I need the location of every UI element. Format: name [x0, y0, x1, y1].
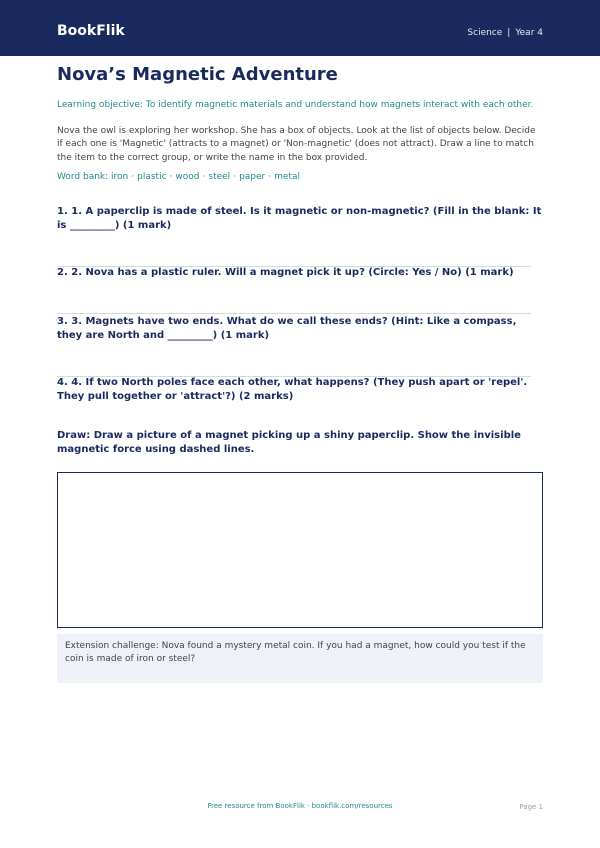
page-number: Page 1: [519, 803, 543, 811]
word-bank-word: iron: [111, 172, 129, 182]
question-4: 4. 4. If two North poles face each other, what happens? (They push apart or 'repel'. They pull together or 'attract'?) (2 marks): [57, 377, 528, 402]
learning-objective: Learning objective: To identify magnetic materials and understand how magnets interact with each other.: [57, 100, 534, 110]
page-title: Nova’s Magnetic Adventure: [57, 64, 338, 85]
meta-separator: |: [507, 28, 511, 38]
draw-prompt: Draw: Draw a picture of a magnet picking up a shiny paperclip. Show the invisible magnetic force using dashed lines.: [57, 430, 521, 455]
extension-text: Extension challenge: Nova found a mystery metal coin. If you had a magnet, how could you test if the coin is made of iron or steel?: [65, 641, 526, 665]
drawing-box[interactable]: [57, 472, 543, 628]
subject-label: Science: [467, 28, 503, 38]
intro-text: Nova the owl is exploring her workshop. She has a box of objects. Look at the list of objects below. Decide if each one is 'Magnetic' (attracts to a magnet) or 'Non-magnetic' (does not attract). Draw a line to match the item to the correct group, or write the name in the box provided.: [57, 126, 536, 163]
word-bank-label: Word bank:: [57, 172, 109, 182]
answer-line-2[interactable]: [57, 313, 531, 314]
question-2: 2. 2. Nova has a plastic ruler. Will a magnet pick it up? (Circle: Yes / No) (1 mark): [57, 267, 514, 278]
footer-text[interactable]: Free resource from BookFlik · bookflik.com/resources: [207, 802, 393, 810]
question-3: 3. 3. Magnets have two ends. What do we call these ends? (Hint: Like a compass, they are North and _________) (1 mark): [57, 316, 517, 341]
year-label: Year 4: [515, 28, 543, 38]
subject-year: [467, 28, 543, 38]
brand-logo[interactable]: BookFlik: [57, 23, 125, 39]
word-bank-word: metal: [274, 172, 300, 182]
word-bank-word: steel: [208, 172, 231, 182]
word-bank: Word bank: iron · plastic · wood · steel · paper · metal: [57, 172, 300, 182]
header-bar: [0, 0, 600, 56]
extension-box: [57, 634, 543, 683]
question-1: 1. 1. A paperclip is made of steel. Is it magnetic or non-magnetic? (Fill in the blank: It is _________) (1 mark): [57, 206, 542, 231]
word-bank-word: wood: [175, 172, 200, 182]
word-bank-word: plastic: [137, 172, 167, 182]
word-bank-word: paper: [239, 172, 266, 182]
